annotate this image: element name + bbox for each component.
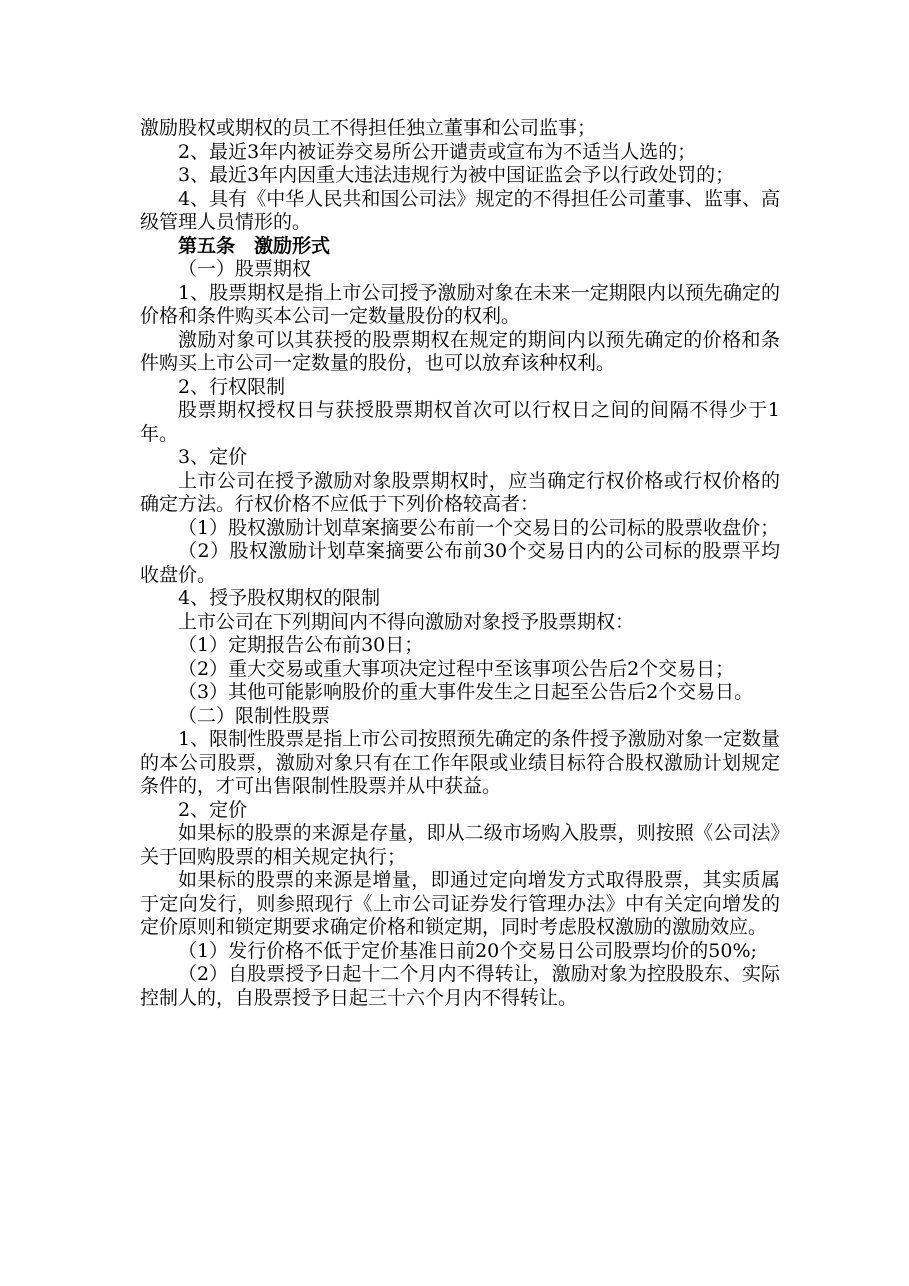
list-item-2: 2、最近3年内被证券交易所公开谴责或宣布为不适当人选的； <box>178 140 697 163</box>
list-item-4: 4、具有《中华人民共和国公司法》规定的不得担任公司董事、监事、高级管理人员情形的。 <box>140 187 780 233</box>
list-item-period-1: （1）定期报告公布前30日； <box>178 634 424 656</box>
document-body <box>140 117 780 1010</box>
paragraph-restricted-definition: 1、限制性股票是指上市公司按照预先确定的条件授予激励对象一定数量的本公司股票，激励对象只有在工作年限或业绩目标符合股权激励计划规定条件的，才可出售限制性股票并从中获益。 <box>140 728 780 797</box>
item-exercise-restriction: 2、行权限制 <box>178 375 286 398</box>
paragraph-option-definition: 1、股票期权是指上市公司授予激励对象在未来一定期限内以预先确定的价格和条件购买本公司一定数量股份的权利。 <box>140 281 780 327</box>
section-heading-article-5: 第五条 激励形式 <box>178 234 331 257</box>
item-restricted-pricing: 2、定价 <box>178 798 248 821</box>
list-item-period-2: （2）重大交易或重大事项决定过程中至该事项公告后2个交易日； <box>178 657 735 680</box>
paragraph-option-rights: 激励对象可以其获授的股票期权在规定的期间内以预先确定的价格和条件购买上市公司一定数量的股份，也可以放弃该种权利。 <box>140 328 780 374</box>
paragraph-grant-periods: 上市公司在下列期间内不得向激励对象授予股票期权： <box>178 610 635 633</box>
paragraph-exercise-interval: 股票期权授权日与获授股票期权首次可以行权日之间的间隔不得少于1年。 <box>140 399 780 445</box>
item-option-pricing: 3、定价 <box>178 446 248 468</box>
list-item-lockup: （2）自股票授予日起十二个月内不得转让，激励对象为控股股东、实际控制人的，自股票授予日起三十六个月内不得转让。 <box>140 963 780 1009</box>
subsection-restricted-stock: （二）限制性股票 <box>178 704 331 727</box>
list-item-price-1: （1）股权激励计划草案摘要公布前一个交易日的公司标的股票收盘价； <box>178 516 780 539</box>
paragraph-continuation: 激励股权或期权的员工不得担任独立董事和公司监事； <box>140 117 597 139</box>
list-item-price-2: （2）股权激励计划草案摘要公布前30个交易日内的公司标的股票平均收盘价。 <box>140 540 780 586</box>
item-grant-restriction: 4、授予股权期权的限制 <box>178 587 381 609</box>
paragraph-source-new-issue: 如果标的股票的来源是增量，即通过定向增发方式取得股票，其实质属于定向发行，则参照现行《上市公司证券发行管理办法》中有关定向增发的定价原则和锁定期要求确定价格和锁定期，同时考虑股权激励的激励效应。 <box>140 869 780 938</box>
list-item-3: 3、最近3年内因重大违法违规行为被中国证监会予以行政处罚的； <box>178 164 735 186</box>
list-item-period-3: （3）其他可能影响股价的重大事件发生之日起至公告后2个交易日。 <box>178 681 754 703</box>
subsection-stock-options: （一）股票期权 <box>178 258 312 280</box>
paragraph-exercise-price: 上市公司在授予激励对象股票期权时，应当确定行权价格或行权价格的确定方法。行权价格不应低于下列价格较高者： <box>140 469 780 515</box>
paragraph-source-existing: 如果标的股票的来源是存量，即从二级市场购入股票，则按照《公司法》关于回购股票的相关规定执行； <box>140 822 780 868</box>
list-item-issue-price: （1）发行价格不低于定价基准日前20个交易日公司股票均价的50%; <box>178 939 757 962</box>
